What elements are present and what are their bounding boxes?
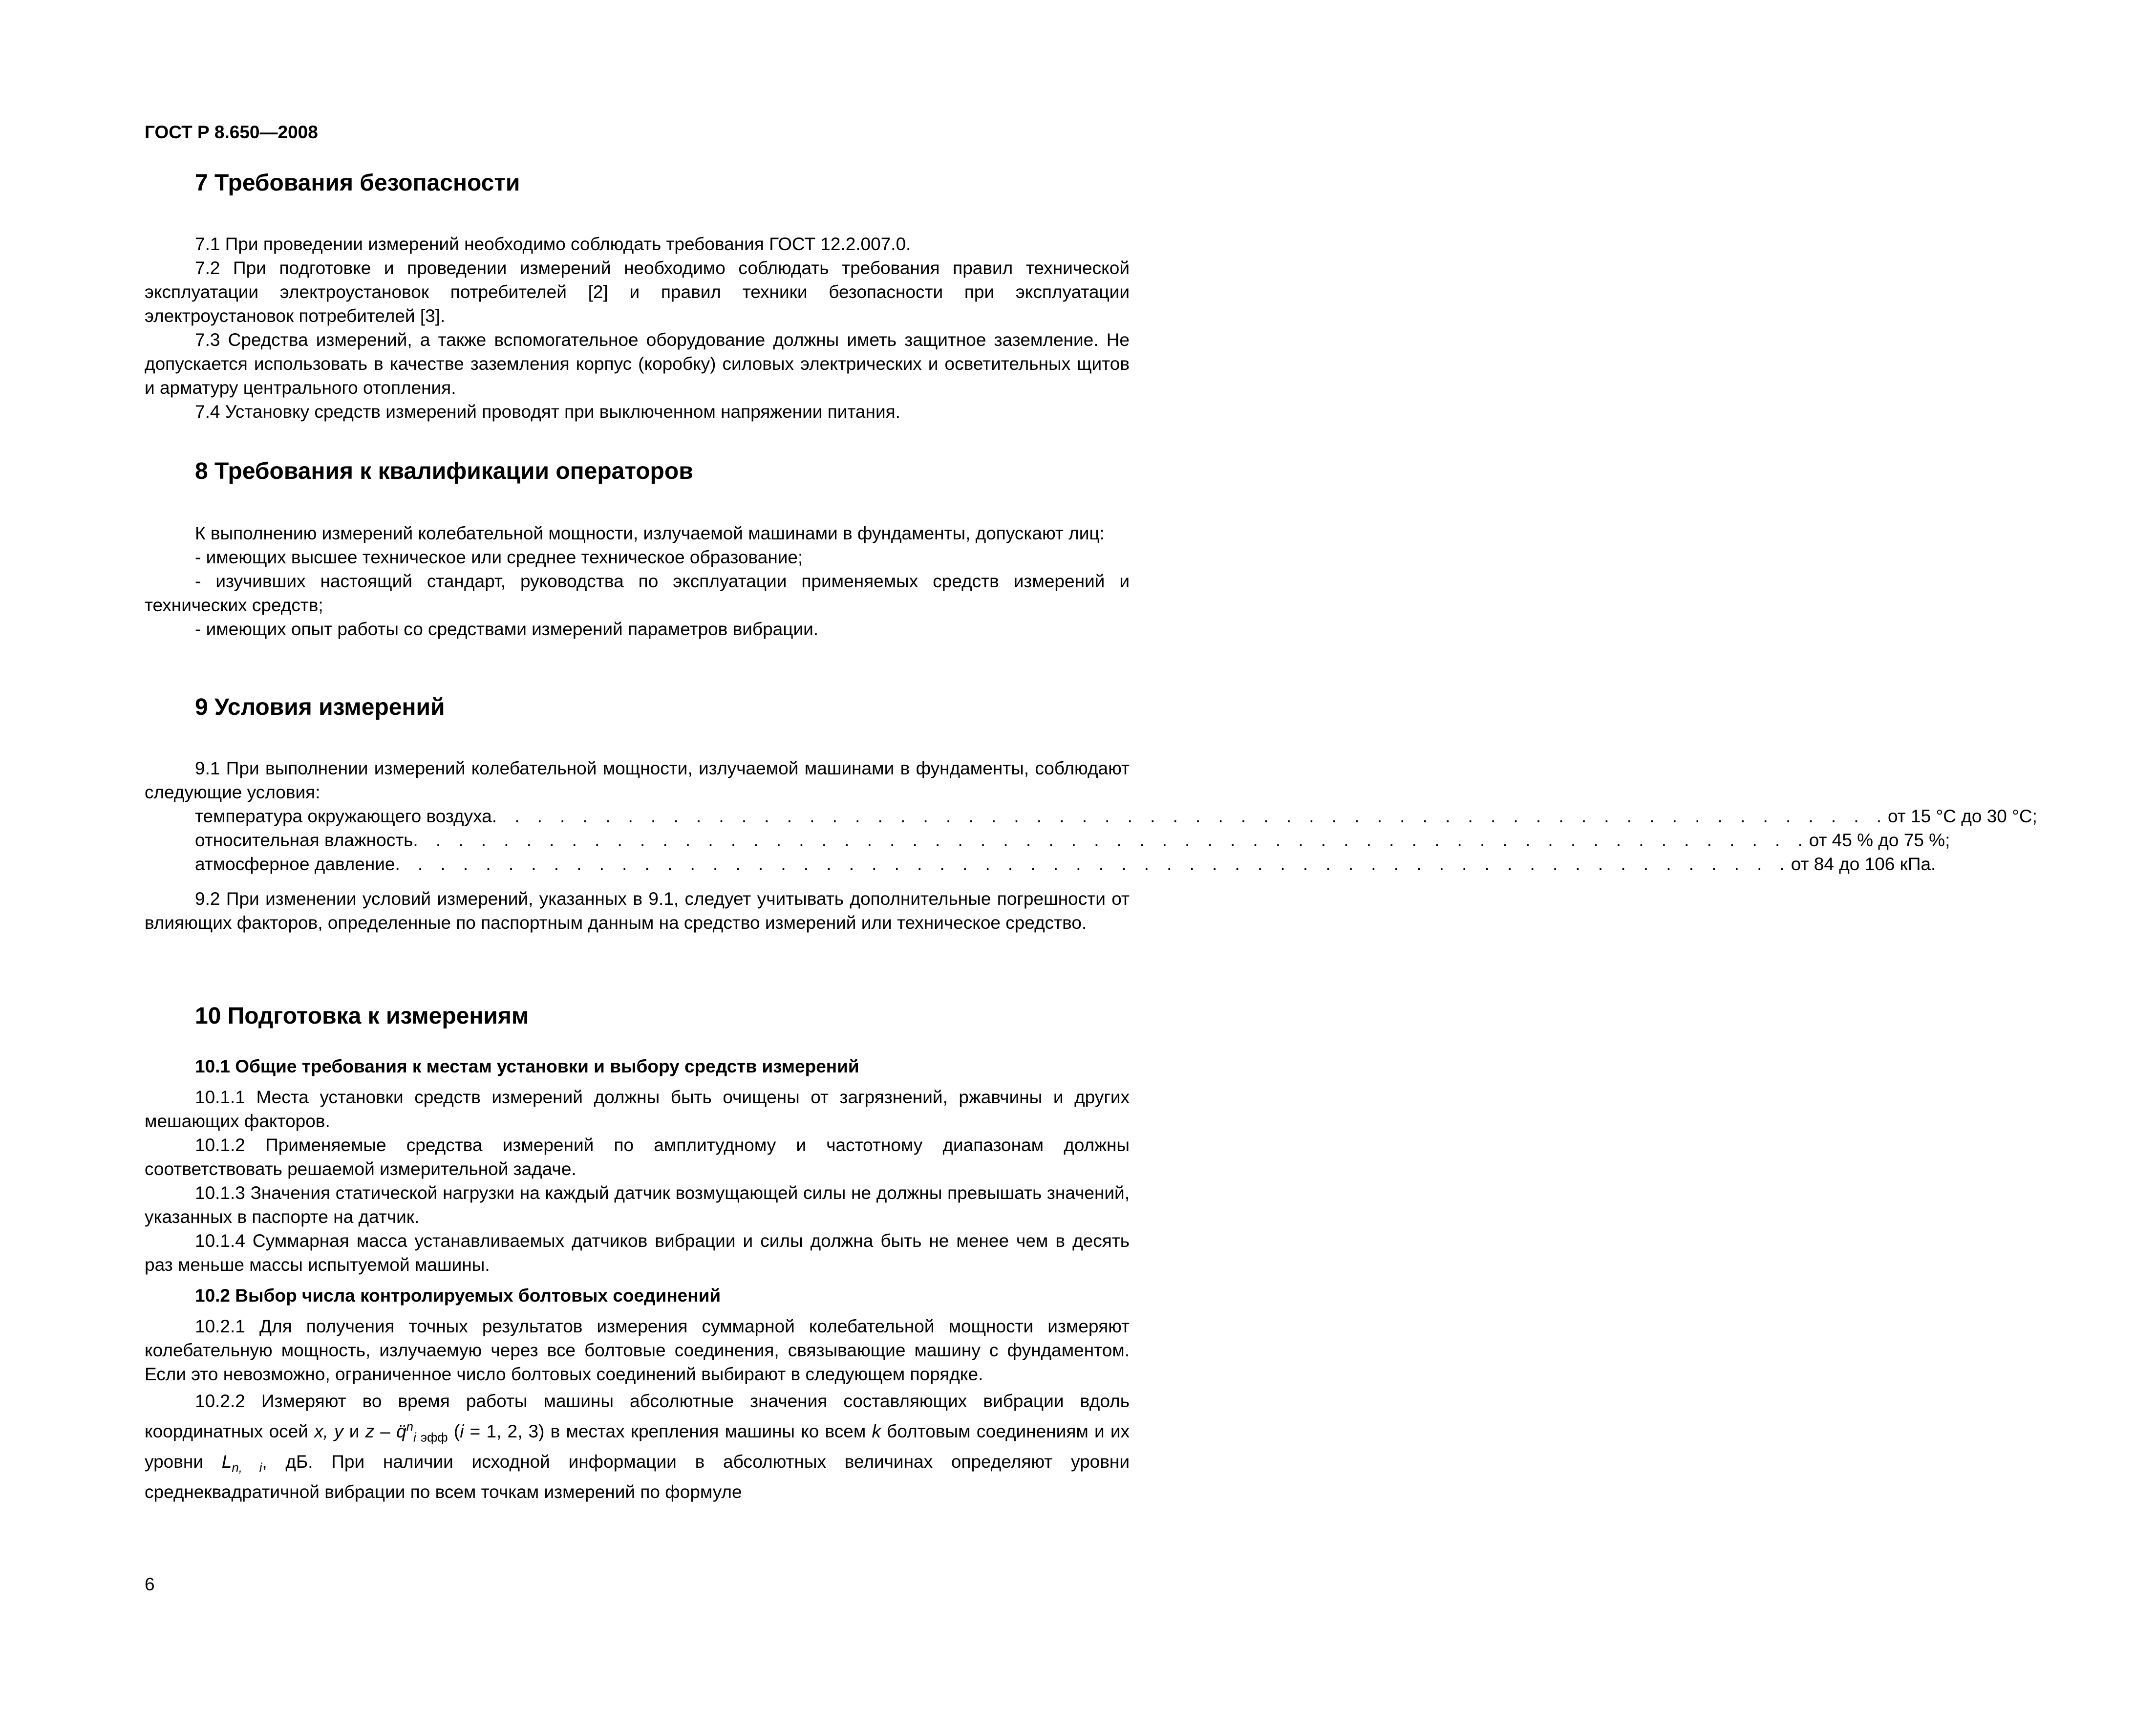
math-k: k bbox=[872, 1421, 881, 1441]
section-7 bbox=[145, 169, 1130, 424]
condition-label: атмосферное давление bbox=[195, 854, 395, 874]
paragraph: 7.3 Средства измерений, а также вспомогательное оборудование должны иметь защитное заземление. Не допускается использовать в качестве заземления корпус (коробку) силовых электрических и осветительных щитов и арматуру центрального отопления. bbox=[145, 330, 1130, 398]
math-subscript: n, i bbox=[232, 1461, 262, 1475]
leader-dots: . . . . . . . . . . . . . . . . . . . . . . . . . . . . . . . . . . . . . . . . . . . . . . . . . . . . . . . . . . . . . . bbox=[413, 830, 1809, 850]
section-10 bbox=[145, 1002, 1130, 1507]
section-9 bbox=[145, 693, 2037, 935]
leader-dots: . . . . . . . . . . . . . . . . . . . . . . . . . . . . . . . . . . . . . . . . . . . . . . . . . . . . . . . . . . . . . . bbox=[491, 806, 1888, 826]
section-8 bbox=[145, 457, 1130, 641]
paragraph: 9.2 При изменении условий измерений, указанных в 9.1, следует учитывать дополнительные погрешности от влияющих факторов, определенные по паспортным данным на средство измерений или техническое средство. bbox=[145, 889, 1130, 933]
math-q-symbol: q̈ bbox=[396, 1421, 406, 1441]
condition-value: от 45 % до 75 %; bbox=[1809, 830, 1950, 850]
paragraph: 7.2 При подготовке и проведении измерений необходимо соблюдать требования правил технической эксплуатации электроустановок потребителей [2] и правил техники безопасности при эксплуатации электроустановок потребителей [3]. bbox=[145, 258, 1130, 326]
paragraph bbox=[145, 1386, 1130, 1507]
page-number: 6 bbox=[145, 1574, 155, 1594]
paragraph: 10.1.2 Применяемые средства измерений по амплитудному и частотному диапазонам должны соответствовать решаемой измерительной задаче. bbox=[145, 1135, 1130, 1179]
section-heading: 8 Требования к квалификации операторов bbox=[195, 458, 693, 484]
math-index: i bbox=[460, 1421, 464, 1441]
paragraph: К выполнению измерений колебательной мощности, излучаемой машинами в фундаменты, допускают лиц: bbox=[195, 523, 1105, 543]
condition-row bbox=[145, 804, 2037, 828]
condition-row bbox=[145, 852, 1936, 876]
math-superscript: n bbox=[406, 1420, 414, 1434]
list-item: - изучивших настоящий стандарт, руководства по эксплуатации применяемых средств измерений и технических средств; bbox=[145, 571, 1130, 615]
condition-value: от 84 до 106 кПа. bbox=[1791, 854, 1936, 874]
text-run: – bbox=[374, 1421, 397, 1441]
math-axes: x, y bbox=[314, 1421, 343, 1441]
math-level-symbol: L bbox=[221, 1452, 232, 1472]
paragraph: 9.1 При выполнении измерений колебательной мощности, излучаемой машинами в фундаменты, соблюдают следующие условия: bbox=[145, 758, 1130, 802]
math-subscript: эфф bbox=[416, 1431, 448, 1445]
text-run: , дБ. При наличии исходной информации в абсолютных величинах определяют уровни среднеквадратичной вибрации по всем точкам измерений по формуле bbox=[145, 1452, 1130, 1502]
condition-value: от 15 °С до 30 °С; bbox=[1888, 806, 2037, 826]
math-subscript-i: i bbox=[413, 1431, 416, 1445]
condition-row bbox=[145, 828, 1950, 852]
text-run: и bbox=[343, 1421, 365, 1441]
condition-label: температура окружающего воздуха bbox=[195, 806, 492, 826]
text-run: = 1, 2, 3) в местах крепления машины ко всем bbox=[464, 1421, 872, 1441]
subsection-heading: 10.2 Выбор числа контролируемых болтовых соединений bbox=[195, 1286, 721, 1306]
document-code: ГОСТ Р 8.650—2008 bbox=[145, 122, 318, 142]
paragraph: 10.1.1 Места установки средств измерений должны быть очищены от загрязнений, ржавчины и других мешающих факторов. bbox=[145, 1087, 1130, 1131]
subsection-heading: 10.1 Общие требования к местам установки и выбору средств измерений bbox=[195, 1056, 859, 1076]
section-heading: 7 Требования безопасности bbox=[195, 170, 520, 196]
section-heading: 9 Условия измерений bbox=[195, 694, 445, 720]
list-item: - имеющих опыт работы со средствами измерений параметров вибрации. bbox=[195, 619, 819, 639]
condition-label: относительная влажность bbox=[195, 830, 413, 850]
leader-dots: . . . . . . . . . . . . . . . . . . . . . . . . . . . . . . . . . . . . . . . . . . . . . . . . . . . . . . . . . . . . . . bbox=[395, 854, 1791, 874]
text-run: ( bbox=[448, 1421, 460, 1441]
math-z: z bbox=[365, 1421, 375, 1441]
paragraph: 10.2.1 Для получения точных результатов измерения суммарной колебательной мощности измеряют колебательную мощность, излучаемую через все болтовые соединения, связывающие машину с фундаментом. Если это невозможно, ограниченное число болтовых соединений выбирают в следующем порядке. bbox=[145, 1316, 1130, 1384]
text-run: болтовым соединениям и их уровни bbox=[145, 1421, 1130, 1472]
list-item: - имеющих высшее техническое или среднее техническое образование; bbox=[195, 547, 803, 567]
paragraph: 7.4 Установку средств измерений проводят при выключенном напряжении питания. bbox=[195, 402, 900, 422]
section-heading: 10 Подготовка к измерениям bbox=[195, 1003, 529, 1029]
paragraph: 10.1.3 Значения статической нагрузки на каждый датчик возмущающей силы не должны превышать значений, указанных в паспорте на датчик. bbox=[145, 1183, 1130, 1227]
text-run: 10.2.2 Измеряют во время работы машины абсолютные значения составляющих вибрации вдоль координатных осей bbox=[145, 1391, 1130, 1441]
paragraph: 10.1.4 Суммарная масса устанавливаемых датчиков вибрации и силы должна быть не менее чем в десять раз меньше массы испытуемой машины. bbox=[145, 1231, 1130, 1275]
paragraph: 7.1 При проведении измерений необходимо соблюдать требования ГОСТ 12.2.007.0. bbox=[195, 234, 911, 254]
